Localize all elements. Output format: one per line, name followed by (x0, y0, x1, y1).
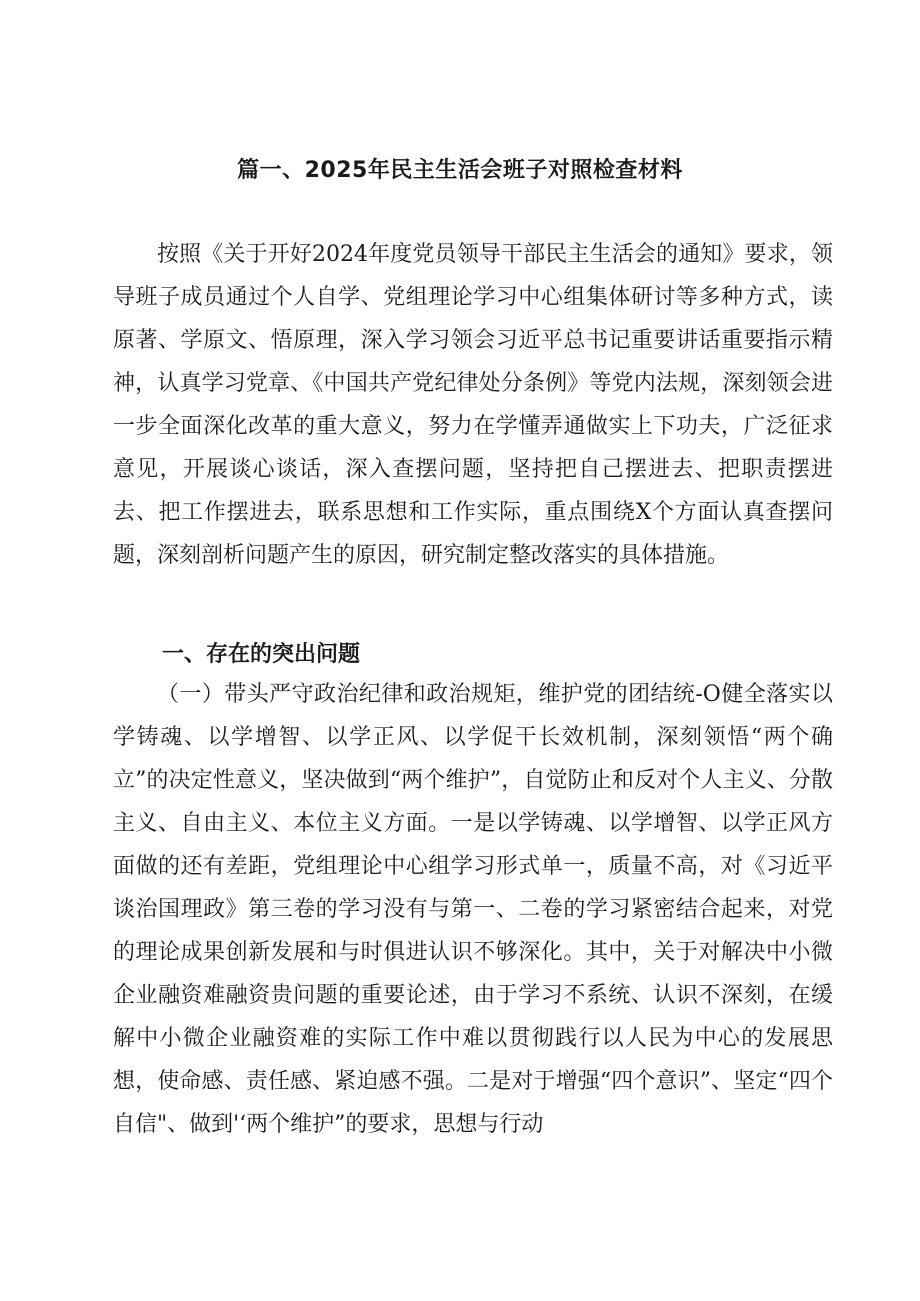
document-title: 篇一、2025年民主生活会班子对照检查材料 (237, 158, 683, 183)
section-heading: 一、存在的突出问题 (162, 642, 361, 667)
section-paragraph: （一）带头严守政治纪律和政治规矩，维护党的团结统-O健全落实以学铸魂、以学增智、以学正风、以学促干长效机制，深刻领悟“两个确立”的决定性意义，坚决做到“两个维护”，自觉防止和反对个人主义、分散主义、自由主义、本位主义方面。一是以学铸魂、以学增智、以学正风方面做的还有差距，党组理论中心组学习形式单一，质量不高，对《习近平谈治国理政》第三卷的学习没有与第一、二卷的学习紧密结合起来，对党的理论成果创新发展和与时俱进认识不够深化。其中，关于对解决中小微企业融资难融资贵问题的重要论述，由于学习不系统、认识不深刻，在缓解中小微企业融资难的实际工作中难以贯彻践行以人民为中心的发展思想，使命感、责任感、紧迫感不强。二是对于增强“四个意识”、坚定“四个自信"、做到'‘两个维护”的要求，思想与行动 (113, 682, 833, 1137)
intro-paragraph: 按照《关于开好2024年度党员领导干部民主生活会的通知》要求，领导班子成员通过个人自学、党组理论学习中心组集体研讨等多种方式，读原著、学原文、悟原理，深入学习领会习近平总书记重要讲话重要指示精神，认真学习党章、《中国共产党纪律处分条例》等党内法规，深刻领会进一步全面深化改革的重大意义，努力在学懂弄通做实上下功夫，广泛征求意见，开展谈心谈话，深入查摆问题，坚持把自己摆进去、把职责摆进去、把工作摆进去，联系思想和工作实际，重点围绕X个方面认真查摆问题，深刻剖析问题产生的原因，研究制定整改落实的具体措施。 (113, 242, 833, 568)
